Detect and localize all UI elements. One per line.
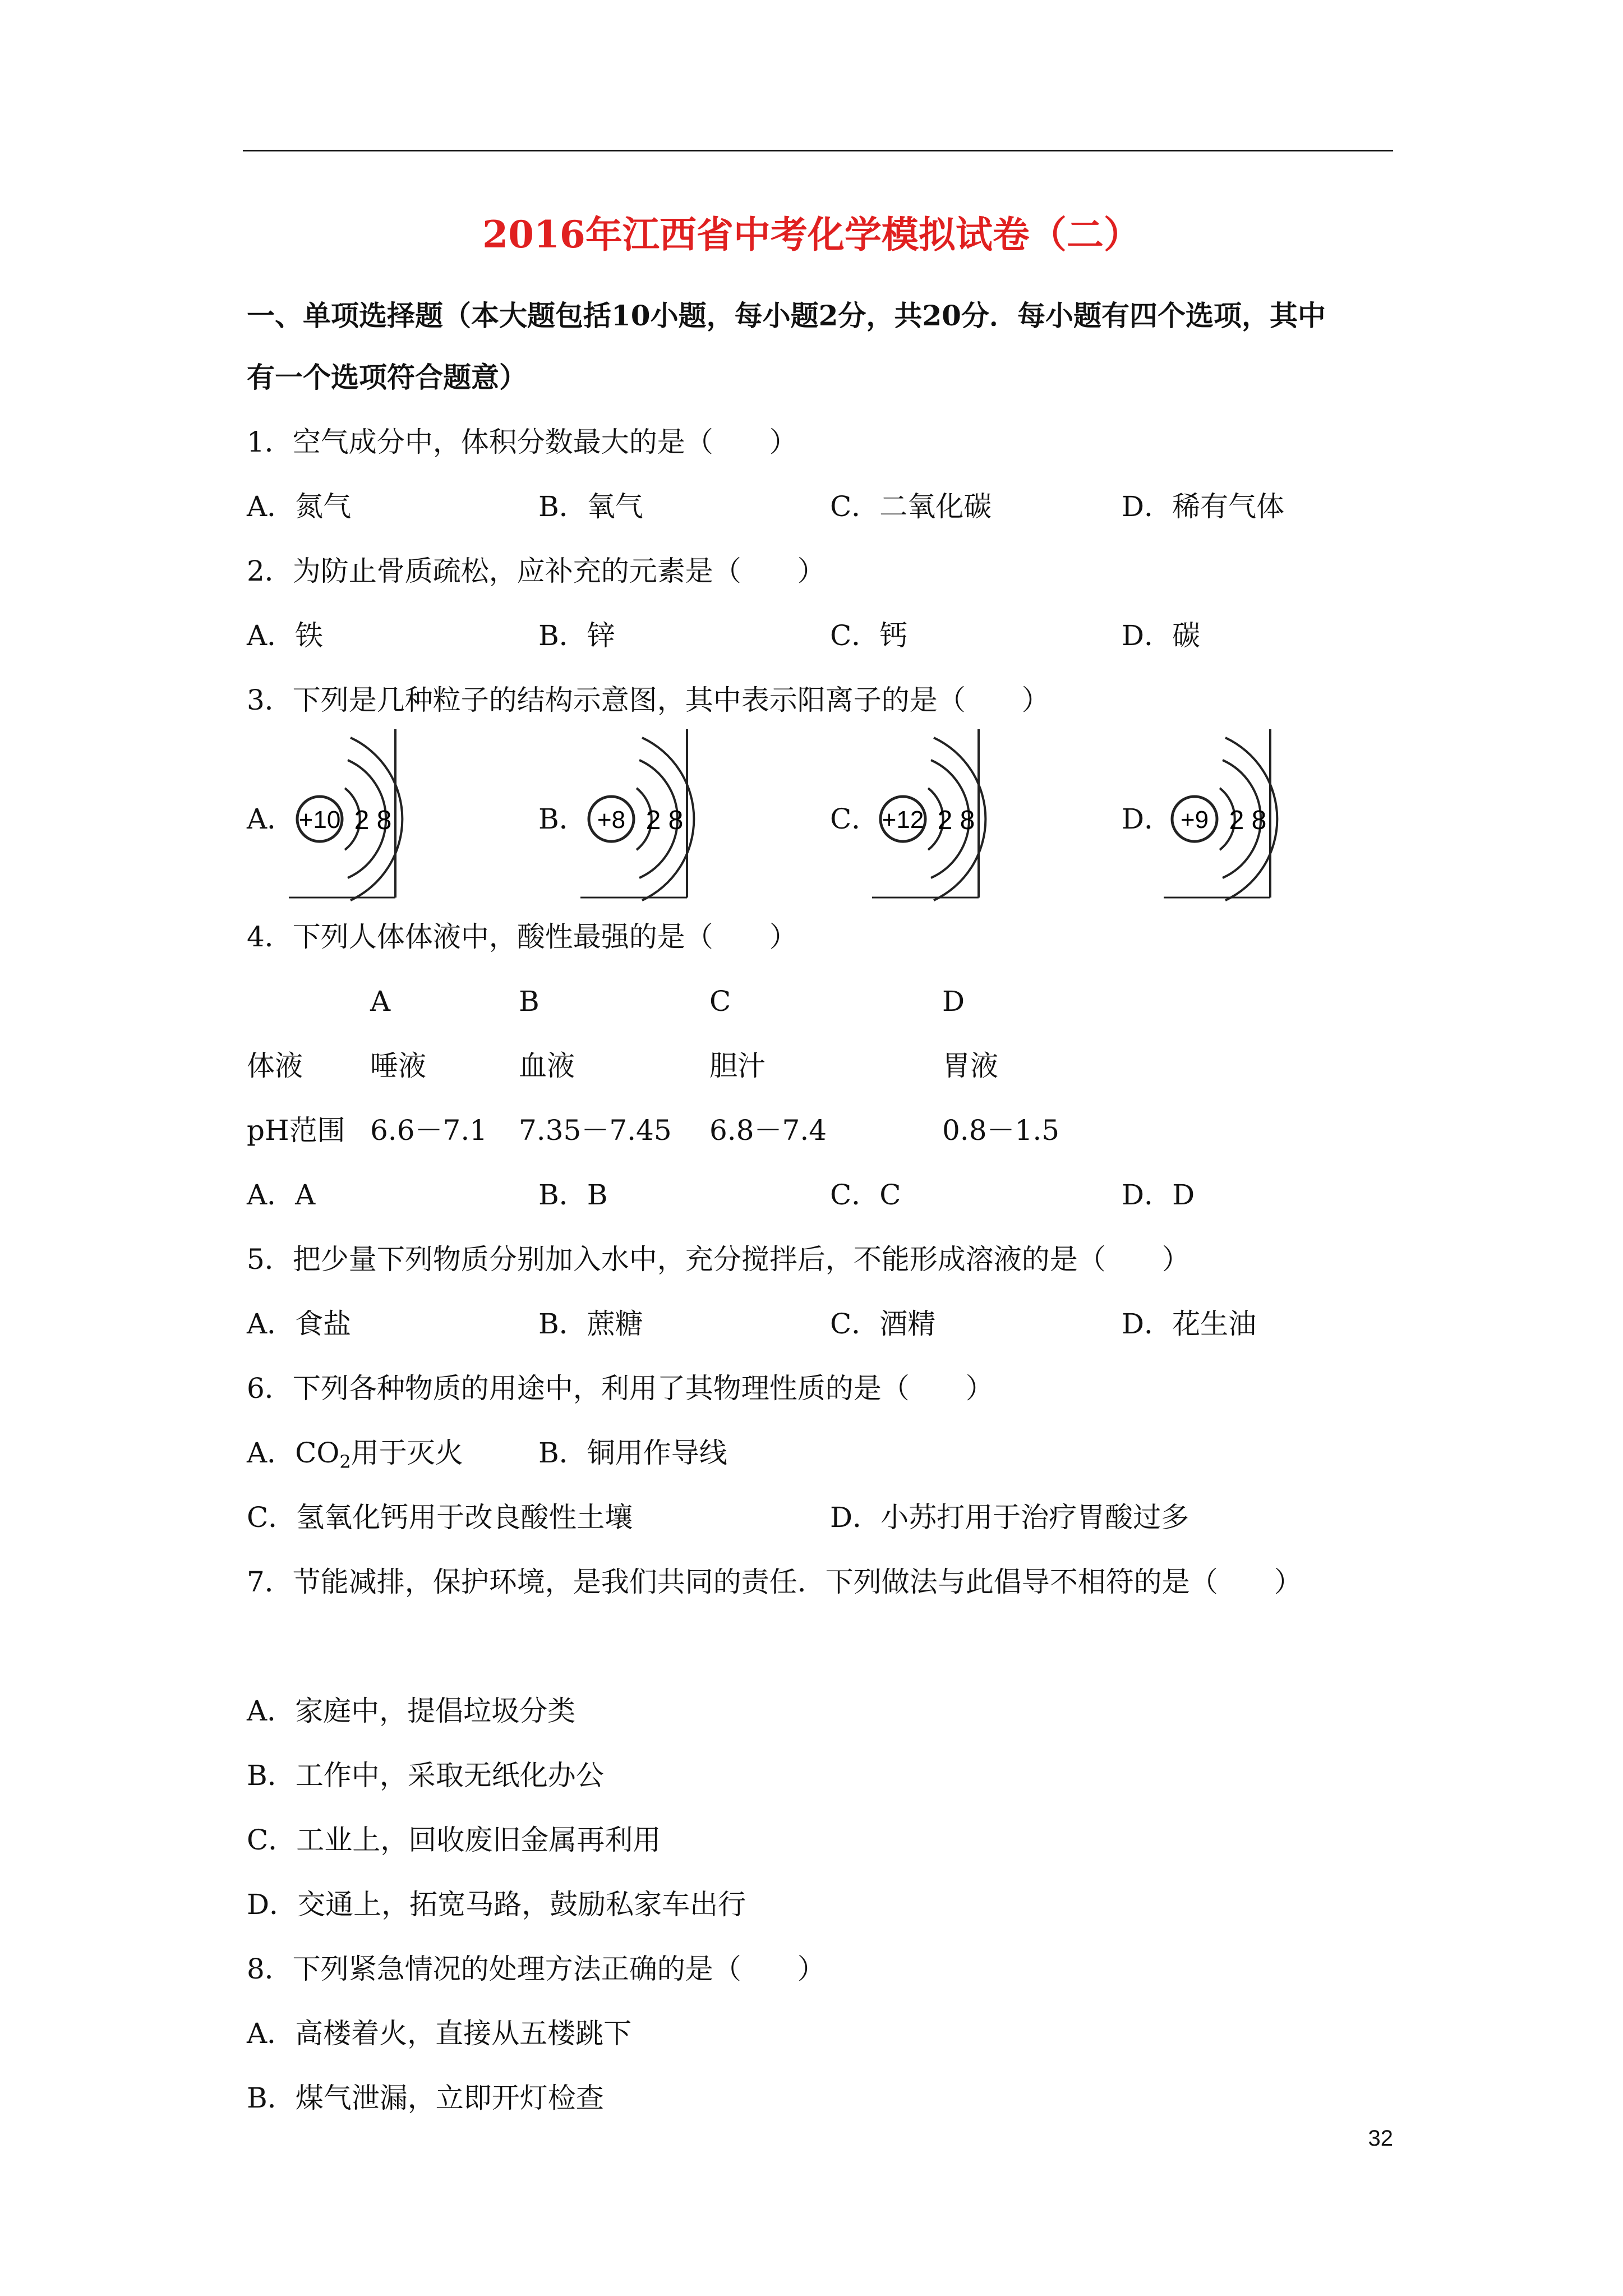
q6-option-a-prefix: A．CO: [247, 1437, 340, 1469]
q1-stem: 1．空气成分中，体积分数最大的是（ ）: [247, 426, 797, 458]
q4-option-c: C．C: [830, 1179, 901, 1211]
atom-diagram-b: [580, 729, 693, 898]
q4-option-d: D．D: [1122, 1179, 1195, 1211]
ph-table-cell: 6.8－7.4: [709, 1114, 827, 1147]
subscript: 2: [339, 1451, 351, 1473]
nucleus-label: +9: [1180, 806, 1209, 834]
q6-option-a: [247, 1430, 463, 1484]
q3-option-c: C．: [830, 803, 880, 835]
atom-diagram-a: [289, 729, 401, 898]
q5-option-d: D．花生油: [1122, 1308, 1257, 1340]
header-rule: [243, 150, 1393, 151]
q3-option-d: D．: [1122, 803, 1173, 835]
q1-option-d: D．稀有气体: [1122, 490, 1285, 523]
ph-table-header-a: A: [370, 985, 391, 1018]
q6-stem: 6．下列各种物质的用途中，利用了其物理性质的是（ ）: [247, 1372, 994, 1405]
ph-table-header-c: C: [709, 985, 731, 1018]
ph-table-cell: 胃液: [942, 1050, 998, 1082]
ph-table-header-d: D: [942, 985, 965, 1018]
section-heading-line1: 一、单项选择题（本大题包括10小题，每小题2分，共20分．每小题有四个选项，其中: [247, 299, 1326, 332]
q4-option-b: B．B: [538, 1179, 608, 1211]
q6-option-d: D．小苏打用于治疗胃酸过多: [830, 1501, 1189, 1534]
nucleus-label: +10: [298, 806, 341, 834]
q8-option-a: A．高楼着火，直接从五楼跳下: [247, 2017, 632, 2050]
nucleus-label: +8: [597, 806, 626, 834]
ph-table-header-b: B: [519, 985, 540, 1018]
q7-option-a: A．家庭中，提倡垃圾分类: [247, 1695, 576, 1727]
ph-table-cell: 7.35－7.45: [519, 1114, 672, 1147]
q5-option-c: C．酒精: [830, 1308, 936, 1340]
q2-option-c: C．钙: [830, 619, 908, 652]
q4-option-a: A．A: [247, 1179, 316, 1211]
q2-option-d: D．碳: [1122, 619, 1201, 652]
q3-option-b: B．: [538, 803, 587, 835]
q1-option-c: C．二氧化碳: [830, 490, 992, 523]
atom-diagram-d: [1164, 729, 1276, 898]
q2-option-b: B．锌: [538, 619, 615, 652]
q2-stem: 2．为防止骨质疏松，应补充的元素是（ ）: [247, 555, 826, 587]
q8-option-b: B．煤气泄漏，立即开灯检查: [247, 2082, 604, 2114]
ph-table-cell: 唾液: [370, 1050, 426, 1082]
q6-option-b: B．铜用作导线: [538, 1437, 727, 1469]
shell-electrons-label: 2 8: [937, 806, 975, 835]
ph-table-row-label: 体液: [247, 1050, 303, 1082]
q5-option-a: A．食盐: [247, 1308, 352, 1340]
shell-electrons-label: 2 8: [354, 806, 392, 835]
section-heading-line2: 有一个选项符合题意）: [247, 361, 527, 394]
q3-option-a: A．: [247, 803, 296, 835]
ph-table-row-label: pH范围: [247, 1114, 345, 1147]
q6-option-a-suffix: 用于灭火: [351, 1437, 463, 1469]
q6-option-c: C．氢氧化钙用于改良酸性土壤: [247, 1501, 633, 1534]
q8-stem: 8．下列紧急情况的处理方法正确的是（ ）: [247, 1953, 826, 1985]
ph-table-cell: 胆汁: [709, 1050, 766, 1082]
q5-option-b: B．蔗糖: [538, 1308, 643, 1340]
shell-electrons-label: 2 8: [1229, 806, 1267, 835]
nucleus-label: +12: [882, 806, 924, 834]
q7-option-c: C．工业上，回收废旧金属再利用: [247, 1824, 661, 1856]
q1-option-a: A．氮气: [247, 490, 352, 523]
q1-option-b: B．氧气: [538, 490, 643, 523]
exam-title: 2016年江西省中考化学模拟试卷（二）: [482, 213, 1141, 256]
q5-stem: 5．把少量下列物质分别加入水中，充分搅拌后，不能形成溶液的是（ ）: [247, 1243, 1190, 1276]
q2-option-a: A．铁: [247, 619, 324, 652]
ph-table-cell: 血液: [519, 1050, 575, 1082]
atom-diagram-c: [872, 729, 984, 898]
ph-table-cell: 0.8－1.5: [942, 1114, 1060, 1147]
shell-electrons-label: 2 8: [645, 806, 684, 835]
q7-option-d: D．交通上，拓宽马路，鼓励私家车出行: [247, 1888, 746, 1921]
ph-table-cell: 6.6－7.1: [370, 1114, 488, 1147]
q3-stem: 3．下列是几种粒子的结构示意图，其中表示阳离子的是（ ）: [247, 684, 1050, 716]
q7-option-b: B．工作中，采取无纸化办公: [247, 1759, 604, 1792]
q4-stem: 4．下列人体体液中，酸性最强的是（ ）: [247, 921, 797, 953]
page-number: 32: [1368, 2126, 1393, 2151]
q7-stem: 7．节能减排，保护环境，是我们共同的责任．下列做法与此倡导不相符的是（ ）: [247, 1566, 1302, 1598]
